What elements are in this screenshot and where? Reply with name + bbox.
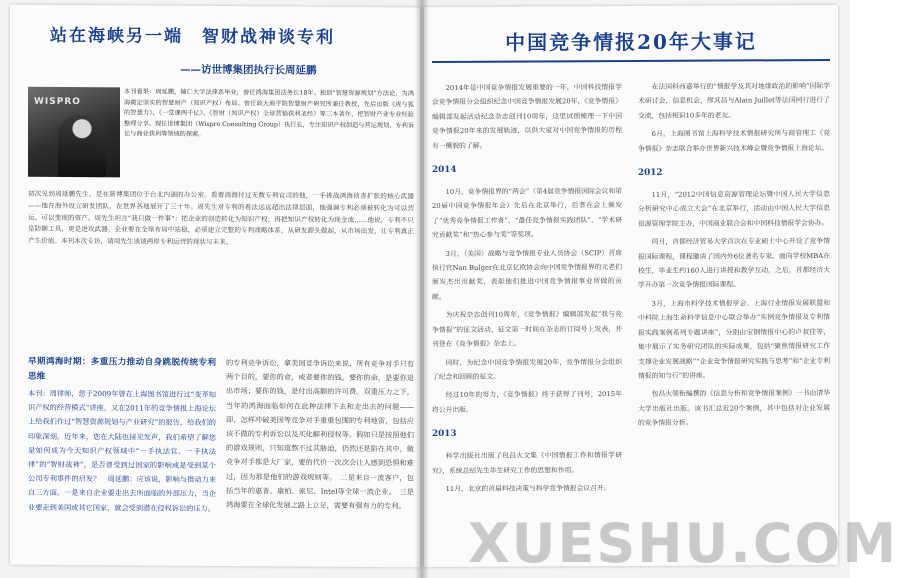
interviewee-photo: [28, 87, 120, 178]
timeline-entry: 包昌火领衔编撰的《信息分析和竞争情报案例》一书由清华大学出版社出版。该书汇总近20个案例，其中包括对企业发展的竞争情报分析。: [638, 389, 830, 428]
timeline-intro: 2014年是中国竞争情报发展重要的一年，中国科技情报学会竞争情报分会组织纪念中国竞争情报发展20年，《竞争情报》编辑部发起活动纪念杂志创刊10周年，这里试图梳理一下中国竞争情报20年来的发展轨迹，以供大家对中国竞争情报的历程有一概貌的了解。: [432, 83, 622, 150]
left-column-a: [28, 355, 216, 516]
timeline-entry: 同月，首都经济贸易大学首次在专业硕士中心开设了竞争情报国际课程，课程邀请了国内外6位著名专家。面向学校MBA在校生，毕业生约160人进行讲授和教学互动，之后，首都经济大学开办第一次竞争情报国际课程。: [638, 237, 830, 290]
article-subtitle: ——访世博集团执行长周延鹏: [180, 63, 317, 77]
timeline-entry: 3月，上海市科学技术情报学会、上海行业情报发展联盟和中科院上海生命科学信息中心联合举办“实例竞争情报及专利情报实践案例系列专题讲座”，分别由宝钢情报中心的卢叔佳等，集中展示了实务研究团队的实际成果，包括“聚焦情报研究工作支撑企业发展战略”“企业竞争情报研究实践与思考”和“企业专利情报的知与行”的讲座。: [638, 298, 830, 380]
timeline-entry: 11月，北京的首届科技决策与科学竞争情报会议召开。: [445, 484, 611, 493]
intro-paragraph: 本刊看果：周延鹏，辅仁大学法律系毕业，曾任鸿海集团法务长18年。独创“智慧资源规划”方法论，为鸿海奠定坚实的智慧财产（知识产权）布局。曾任政大商学院智慧财产研究所兼任教授，先后出版《虎与狐的智慧力》、《一堂课两千亿》、《智财（知识产权）全球营销获利圣经》等三本著作，把智财产业专业经验整理分享。现任世博集团（Wispro Consulting Group）执行长，专注知识产权创造与营运规划、专利诉讼与商业获利等领域的探索。: [124, 88, 414, 138]
title-divider: [432, 59, 830, 63]
company-logo: WISPRO: [34, 96, 81, 108]
section-heading: 早期鸿海时期：多重压力推动自身跳脱传统专利思维: [28, 356, 216, 382]
article-title: 站在海峡另一端 智财战神谈专利: [50, 25, 335, 48]
interview-text-a: 本刊：周律师，您于2009年曾在上海图书馆进行过“变革知识产权的经营模式”讲座，又在2011年的竞争情报上海论坛上给我们作过“智慧资源规划与产业研究”的报告，给我们的印象深刻。近年来，您在大陆也接见发声，我们希望了解您是如何成为今天知识产权领域中“一手执法官、一手执法律”的“智财战神”，是否曾受到过国家的影响或是受到某个公司专利事件的启发？ 周延鹏：应该说，影响与推动力来自三方面。一是来自企业要走出去所面临的外部压力，当企业要走到美国或其它国家，就会受到潜在侵权诉讼的压力。: [28, 388, 216, 513]
right-column-b: [638, 79, 830, 435]
timeline-entry: 科学出版社出版了包昌火文集《中国情报工作和情报学研究》，系统总结先生毕生研究工作的思想和作用。: [432, 451, 622, 475]
body-paragraph: 初次见到周延鹏先生，是在新博集团位于台北内湖的办公室。看着鸿海付过无数专利官司的他，一手挑战鸿海侦查扩张的核心武器——他在海外设立研发团队，在世界各地展开了三十年。周先生对专利的看法远远超出法律层面，他强调专利必须被转化为可以营运、可以变现的资产。周先生坦言“我只做一件事”：把企业的创造转化为知识产权，再把知识产权转化为现金流……他说，专利不只是防御工具，更是进攻武器，企业要在全球布局中站稳，必须建立完整的专利战略体系，从研发源头做起，从市场出发，让专利真正产生价值。本刊本次专访，请周先生谈谈两岸专利运营的现状与未来。: [28, 189, 414, 247]
person-silhouette: [58, 115, 106, 177]
timeline-entry: 同时，为纪念中国竞争情报发展20年，竞争情报分会组织了纪念和回顾的征文。: [432, 357, 622, 381]
page-gutter: [415, 0, 429, 578]
timeline-entry: 在法国科西嘉举行的“情报学及其对地缘政治的影响”国际学术研讨会，信息机会，缪其昌与Alain Juillet等法国同行进行了交流，包括相识10多年的老友。: [638, 81, 830, 120]
timeline-entry: 11月，“2012中国信息资源管理论坛暨中国人民大学信息分析研究中心成立大会”在北京举行，活动由中国人民大学信息资源管理学院主办，中国商业联合会和中国科技情报学会协办。: [638, 189, 830, 228]
timeline-entry: 10月，竞争情报界的“两会”（第4届竞争情报国际会议和第20届中国竞争情报年会）先后在北京举行，后者在会上颁发了“优秀竞争情报工作者”、“最佳竞争情报实践团队”、“学术研究贡献奖”和“热心参与奖”等奖项。: [432, 187, 622, 240]
timeline-entry: 经过10年的努力，《竞争情报》终于获得了刊号，2015年将公开出版。: [432, 390, 622, 414]
site-watermark: XUESHU.COM: [468, 512, 898, 575]
timeline-entry: 为庆祝杂志创刊10周年，《竞争情报》编辑部发起“我与竞争情报”的征文活动，征文第一时间在杂志的订阅号上发表，并刊登在《竞争情报》杂志上。: [432, 310, 622, 349]
year-heading-2012: 2012: [638, 167, 663, 178]
year-heading-2014: 2014: [432, 164, 457, 176]
timeline-title: 中国竞争情报20年大事记: [505, 29, 757, 55]
year-heading-2013: 2013: [432, 429, 457, 440]
left-page: [10, 5, 420, 568]
timeline-entry: 6月，上海图书馆上海科学技术情报研究所与商管理工《竞争情报》杂志联合举办世界新兴技术峰会暨竞争情报上海论坛。: [638, 129, 830, 153]
right-page: [424, 5, 838, 567]
right-column-a: [432, 80, 622, 500]
timeline-entry: 3月，（美国）战略与竞争情报专业人员协会（SCIP）首席执行官Nan Bulger在北京亿欧协会向中国竞争情报界的元老们颁发杰出贡献奖，表彰他们推进中国竞争情报事业所做的贡献。: [432, 248, 622, 301]
left-column-b: 的专利竞争诉讼，拿美国竞争诉讼来说，所有竞争对手只有两个目的，要你的命，或者要你的钱。要你的命，是要你退出市场；要你的钱，是付出高额的许可费。双重压力之下，当年的鸿海面临如何在此种法律下去和走出去的问题——即，怎样冲破美国等竞争对手重重包围的专利地雷，包括应该不做的专利诉讼以及买化解利侵权等。假如只是按照他们的游戏规则，只知道熬不过其胁迫，仍然还是陷在其中，做竞争对手都是大厂家，要的代价一次次会让人感到恐惧和难过，因为那是他们的游戏规则等。 二是来自一流客户，包括当年的惠普、康柏、索尼、Intel等全球一流企业。 三是鸿海要在全球化发展之路上立足，需要有强有力的专利。: [226, 358, 414, 511]
